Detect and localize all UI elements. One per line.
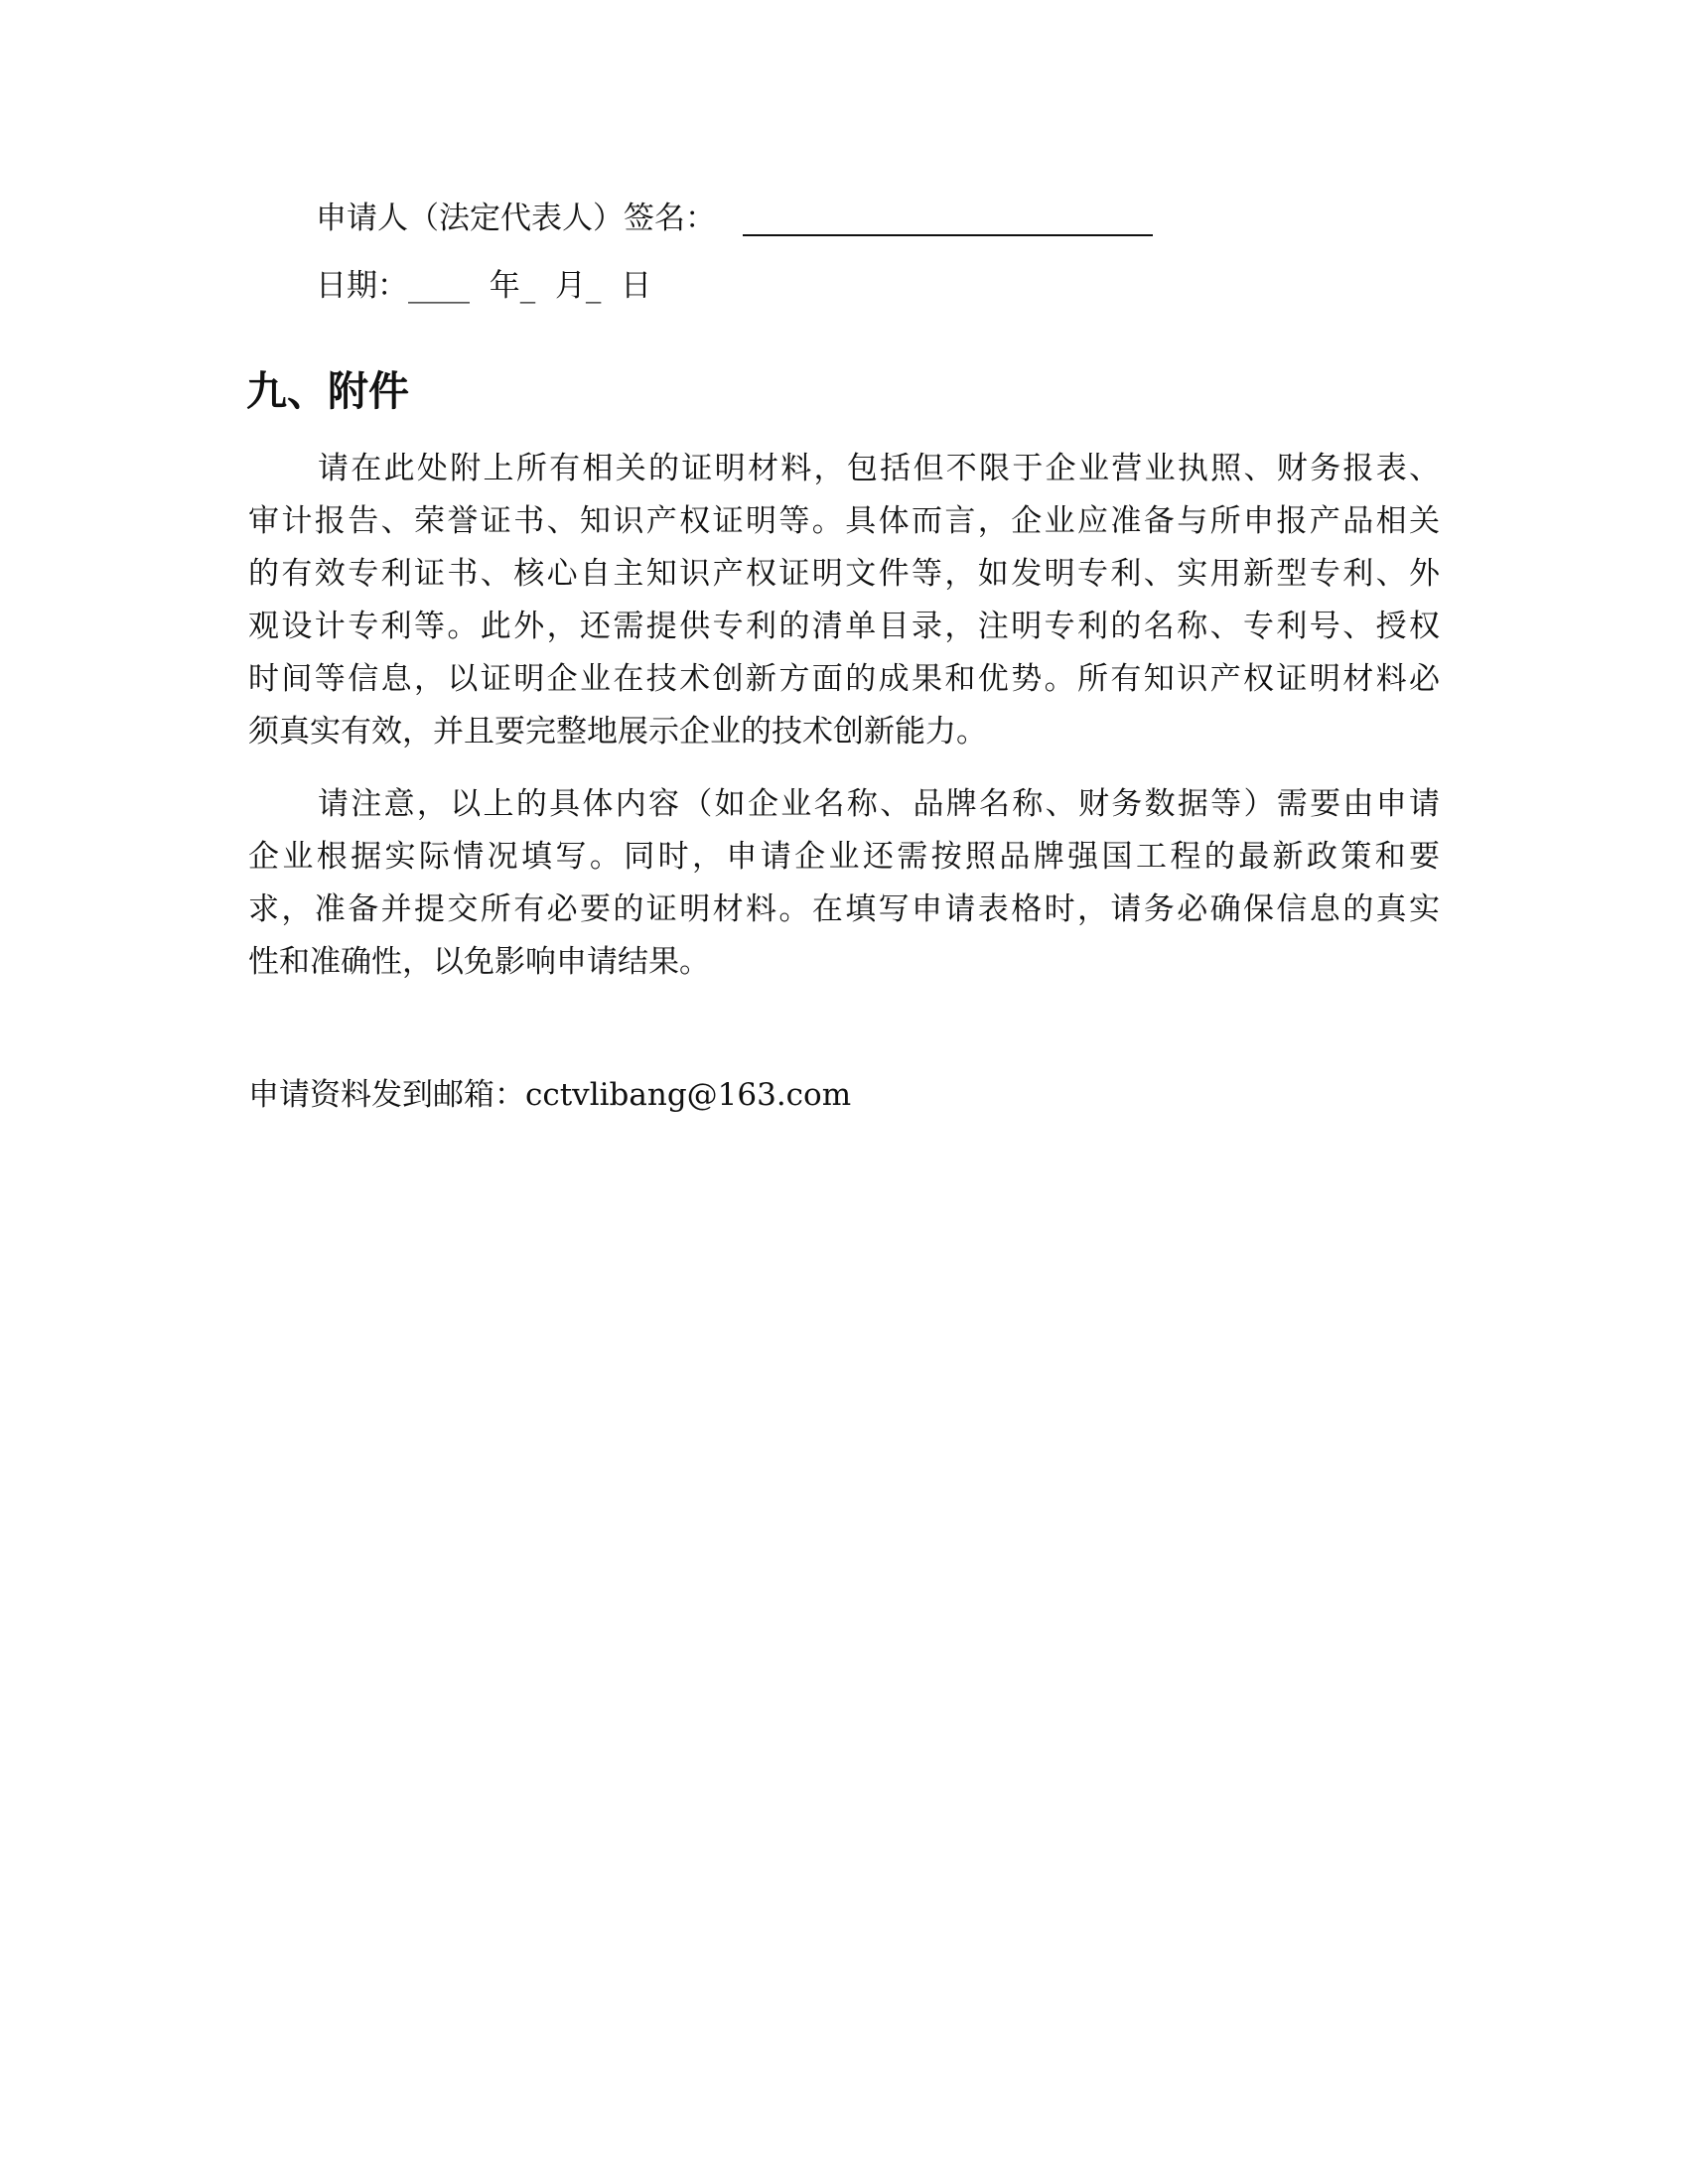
paragraph-line: 审计报告、荣誉证书、知识产权证明等。具体而言，企业应准备与所申报产品相关 [248,503,1440,539]
date-month: 月_ [554,268,602,304]
paragraph-line: 观设计专利等。此外，还需提供专利的清单目录，注明专利的名称、专利号、授权 [248,609,1440,644]
date-year-blank: ____ [408,268,470,304]
date-year: 年_ [489,268,536,304]
signature-label: 申请人（法定代表人）签名： [316,201,716,236]
paragraph-line: 须真实有效，并且要完整地展示企业的技术创新能力。 [248,714,987,750]
paragraph-line: 的有效专利证书、核心自主知识产权证明文件等，如发明专利、实用新型专利、外 [248,556,1440,592]
paragraph-line: 性和准确性，以免影响申请结果。 [248,944,710,980]
contact-label: 申请资料发到邮箱： [248,1077,525,1113]
date-day: 日 [621,268,652,304]
paragraph-line: 请注意，以上的具体内容（如企业名称、品牌名称、财务数据等）需要由申请 [318,786,1440,822]
paragraph-attachments [248,443,1440,758]
paragraph-notice [248,778,1440,989]
paragraph-line: 请在此处附上所有相关的证明材料，包括但不限于企业营业执照、财务报表、 [318,451,1440,486]
contact-row [248,1075,851,1115]
signature-line [743,234,1153,236]
date-label: 日期： [316,268,408,304]
section-heading: 九、附件 [246,367,409,415]
paragraph-line: 企业根据实际情况填写。同时，申请企业还需按照品牌强国工程的最新政策和要 [248,839,1440,875]
paragraph-line: 求，准备并提交所有必要的证明材料。在填写申请表格时，请务必确保信息的真实 [248,891,1440,927]
paragraph-line: 时间等信息，以证明企业在技术创新方面的成果和优势。所有知识产权证明材料必 [248,661,1440,697]
contact-email[interactable]: cctvlibang@163.com [525,1077,852,1113]
date-row [316,266,651,306]
